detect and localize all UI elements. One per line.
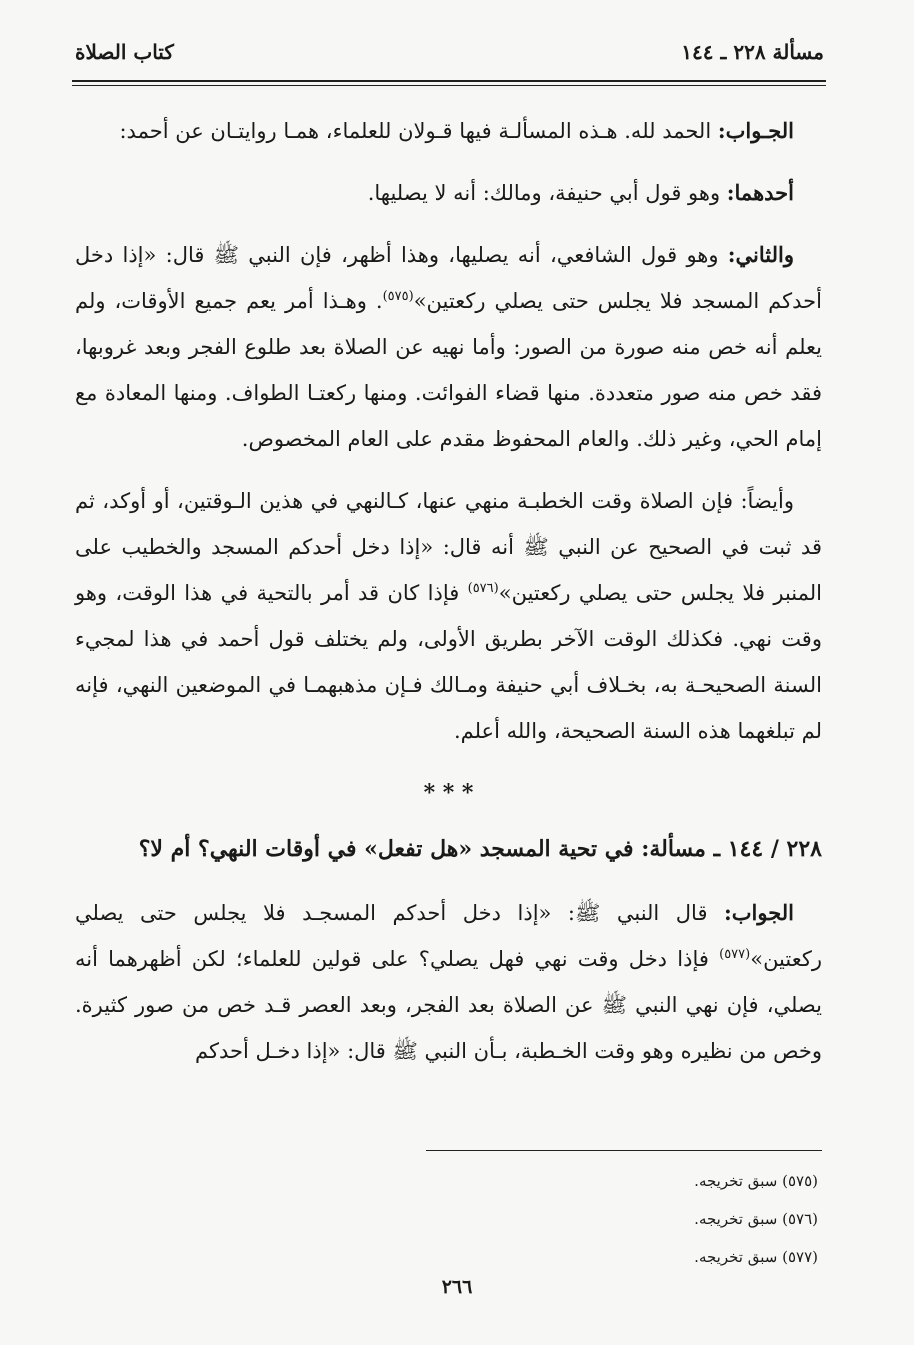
first-view-lead: أحدهما: — [726, 180, 794, 205]
footnote-item: (٥٧٧) سبق تخريجه. — [694, 1248, 818, 1266]
footnotes — [694, 1162, 818, 1276]
answer2-lead: الجواب: — [724, 900, 794, 925]
second-view-text-cont: . وهـذا أمر يعم جميع الأوقات، ولم يعلم أنه خص منه صورة من الصور: وأما نهيه عن الصلاة بعد طلوع الفجر وبعد غروبها، فقد خص منه صور متعددة. منها قضاء الفوائت. ومنها ركعتـا الطواف. ومنها المعادة مع إمام الحي، وغير ذلك. والعام المحفوظ مقدم على العام المخصوص. — [75, 289, 822, 451]
answer-lead: الجـواب: — [717, 118, 794, 143]
footnote-ref: (٥٧٦) — [467, 581, 499, 596]
first-view-paragraph — [75, 170, 822, 216]
answer-paragraph — [75, 108, 822, 154]
footnote-item: (٥٧٥) سبق تخريجه. — [694, 1172, 818, 1190]
also-text-cont: فإذا كان قد أمر بالتحية في هذا الوقت، وهو وقت نهي. فكذلك الوقت الآخر بطريق الأولى، ولم يختلف قول أحمد في هذا لمجيء السنة الصحيحـة به، بخـلاف أبي حنيفة ومـالك فـإن مذهبهمـا في الموضعين النهي، فإنه لم تبلغهما هذه السنة الصحيحة، والله أعلم. — [75, 581, 822, 743]
answer2-paragraph — [75, 890, 822, 1074]
page-body — [75, 108, 822, 1090]
footnote-rule — [426, 1150, 822, 1151]
also-text: وأيضاً: فإن الصلاة وقت الخطبـة منهي عنها، كـالنهي في هذين الـوقتين، أو أوكد، ثم قد ثبت في الصحيح عن النبي ﷺ أنه قال: «إذا دخل أحدكم المسجد والخطيب على المنبر فلا يجلس حتى يصلي ركعتين» — [75, 489, 822, 605]
second-view-text: وهو قول الشافعي، أنه يصليها، وهذا أظهر، فإن النبي ﷺ قال: «إذا دخل أحدكم المسجد فلا يجلس حتى يصلي ركعتين» — [75, 243, 822, 313]
header-rule-thin — [72, 85, 826, 86]
second-view-paragraph — [75, 232, 822, 462]
footnote-ref: (٥٧٥) — [382, 289, 414, 304]
also-paragraph — [75, 478, 822, 754]
answer-text: الحمد لله. هـذه المسألـة فيها قـولان للعلماء، همـا روايتـان عن أحمد: — [119, 119, 718, 143]
second-view-lead: والثاني: — [727, 242, 794, 267]
answer2-text: قال النبي ﷺ: «إذا دخل أحدكم المسجـد فلا يجلس حتى يصلي ركعتين» — [75, 901, 822, 971]
issue-reference: مسألة ٢٢٨ ـ ١٤٤ — [681, 40, 824, 64]
section-separator: * * * — [423, 780, 474, 806]
header-rule — [72, 80, 826, 82]
page-number: ٢٦٦ — [441, 1276, 473, 1298]
footnote-item: (٥٧٦) سبق تخريجه. — [694, 1210, 818, 1228]
issue-heading: ٢٢٨ / ١٤٤ ـ مسألة: في تحية المسجد «هل تفعل» في أوقات النهي؟ أم لا؟ — [138, 836, 822, 862]
running-header — [75, 38, 824, 78]
footnote-ref: (٥٧٧) — [719, 947, 751, 962]
book-title: كتاب الصلاة — [75, 40, 174, 64]
answer2-text-cont: فإذا دخل وقت نهي فهل يصلي؟ على قولين للعلماء؛ لكن أظهرهما أنه يصلي، فإن نهي النبي ﷺ عن الصلاة بعد الفجر، وبعد العصر قـد خص من صور كثيرة. وخص من نظيره وهو وقت الخـطبة، بـأن النبي ﷺ قال: «إذا دخـل أحدكم — [75, 947, 822, 1063]
first-view-text: وهو قول أبي حنيفة، ومالك: أنه لا يصليها. — [367, 181, 727, 205]
